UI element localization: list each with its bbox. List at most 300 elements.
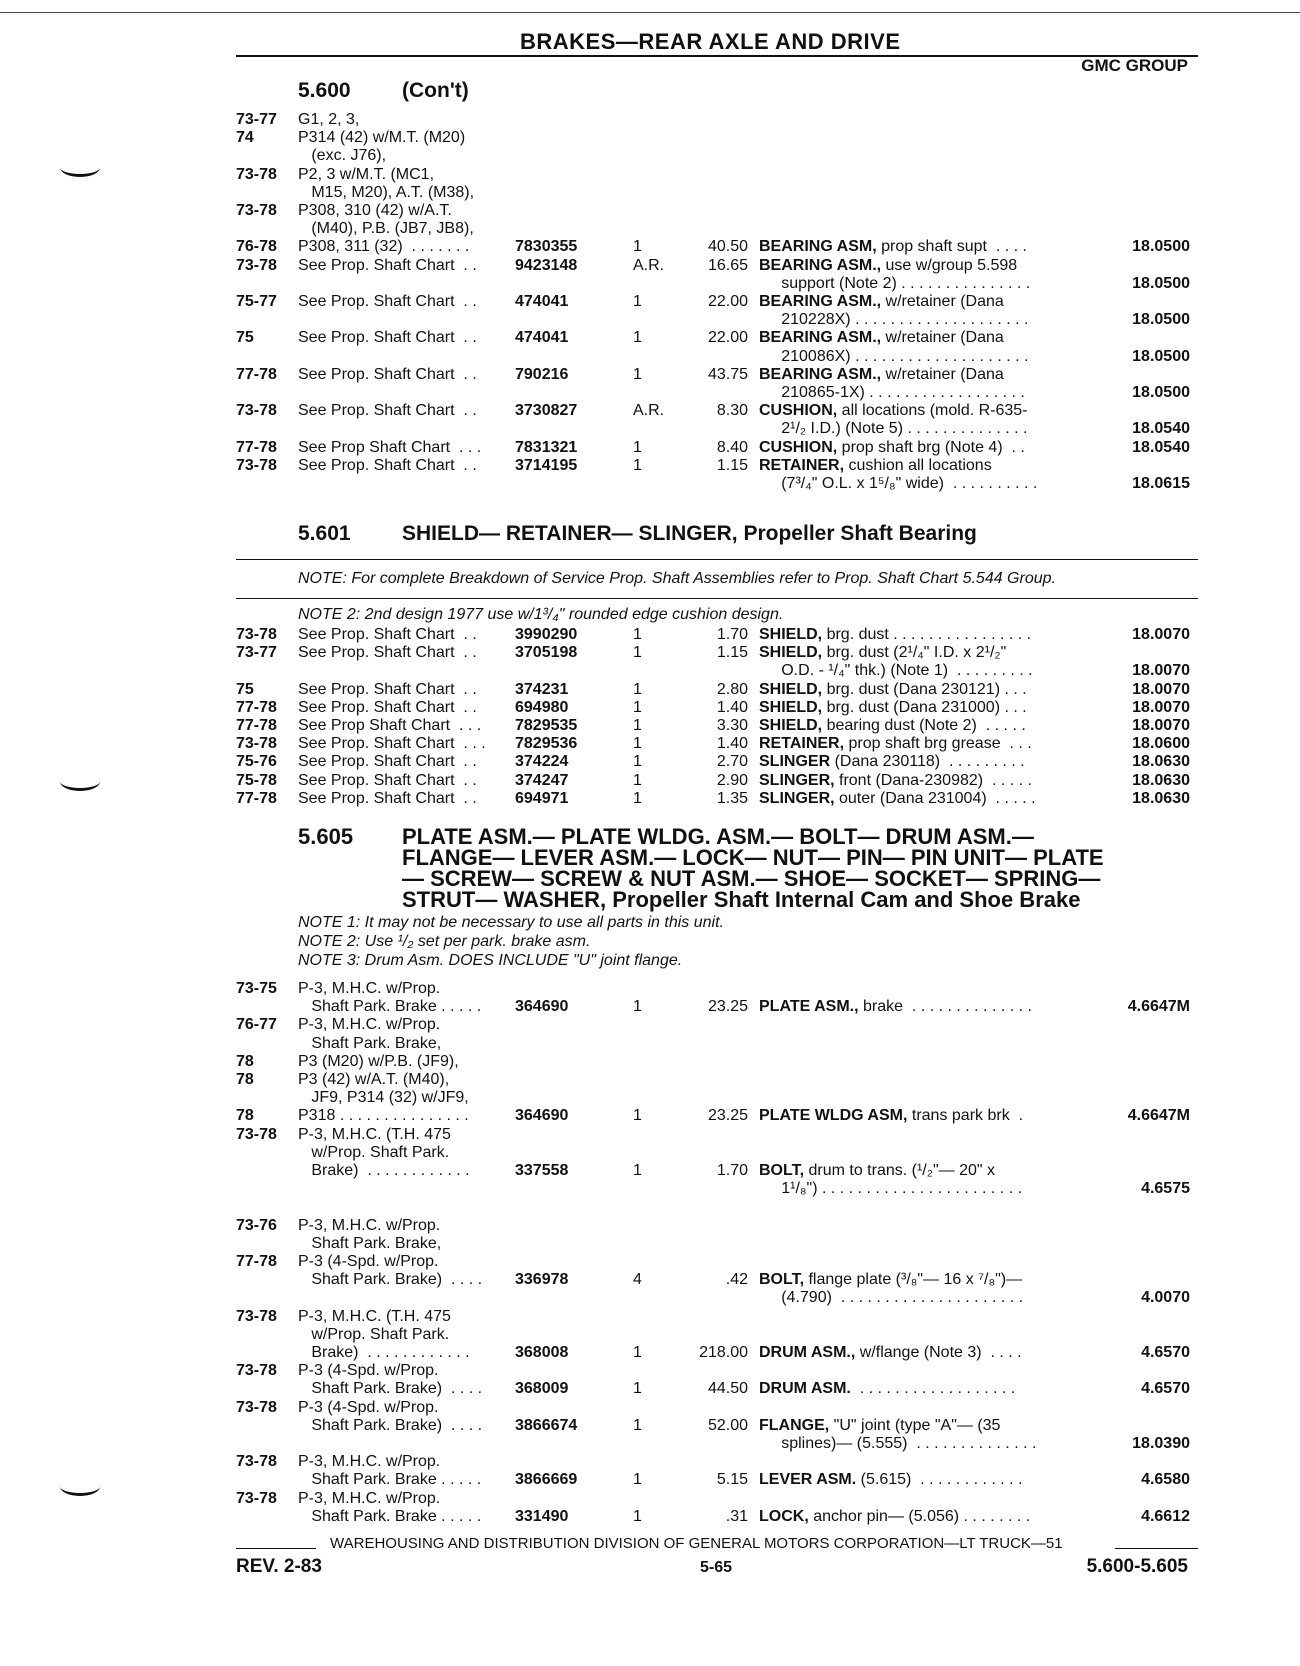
part-row — [0, 699, 1300, 718]
part-row — [0, 1107, 1300, 1126]
part-number: 694971 — [515, 789, 569, 807]
part-description — [759, 1289, 1023, 1307]
part-row — [0, 1217, 1300, 1236]
part-detail: prop shaft brg grease . . . — [844, 735, 1032, 753]
part-name: RETAINER, — [759, 456, 845, 474]
application: See Prop. Shaft Chart . . — [298, 456, 477, 474]
catalog-code: 18.0070 — [1132, 662, 1190, 680]
model-years: 74 — [236, 129, 254, 147]
part-number: 3714195 — [515, 456, 578, 474]
application: P3 (M20) w/P.B. (JF9), — [298, 1052, 459, 1070]
part-number: 3866674 — [515, 1416, 578, 1434]
part-detail: O.D. - ¹/₄" thk.) (Note 1) . . . . . . . . . — [759, 662, 1033, 680]
part-detail: (Dana 230118) . . . . . . . . . — [830, 753, 1025, 771]
model-years: 76-78 — [236, 238, 277, 256]
part-detail: w/retainer (Dana — [881, 329, 1004, 347]
part-row — [0, 1053, 1300, 1072]
application: See Prop. Shaft Chart . . . — [298, 735, 486, 753]
part-row — [0, 184, 1300, 203]
part-description — [759, 311, 1028, 329]
part-row — [0, 1344, 1300, 1363]
part-row — [0, 475, 1300, 494]
section-rule — [236, 598, 1198, 599]
application: Shaft Park. Brake) . . . . — [298, 1380, 483, 1398]
part-detail: 2¹/₂ I.D.) (Note 5) . . . . . . . . . . . . . . — [759, 420, 1028, 438]
application: P308, 311 (32) . . . . . . . — [298, 238, 470, 256]
application: P-3 (4-Spd. w/Prop. — [298, 1398, 439, 1416]
part-row — [0, 420, 1300, 439]
part-row — [0, 202, 1300, 221]
part-row — [0, 329, 1300, 348]
part-detail: (4.790) . . . . . . . . . . . . . . . . . . . . . — [759, 1289, 1024, 1307]
part-description — [759, 439, 1025, 457]
model-years: 73-78 — [236, 1398, 277, 1416]
application: See Prop. Shaft Chart . . — [298, 680, 477, 698]
part-row — [0, 1308, 1300, 1327]
part-name: SLINGER, — [759, 771, 835, 789]
section-heading — [298, 79, 469, 103]
model-years: 73-78 — [236, 1362, 277, 1380]
catalog-code: 4.6580 — [1141, 1471, 1190, 1489]
part-description — [759, 1344, 1022, 1362]
part-row — [0, 753, 1300, 772]
model-years: 77-78 — [236, 717, 277, 734]
application: Shaft Park. Brake . . . . . — [298, 998, 482, 1016]
part-description — [759, 384, 1025, 402]
part-row — [0, 1326, 1300, 1345]
part-row — [0, 772, 1300, 791]
quantity: A.R. — [633, 402, 665, 420]
part-number: 9423148 — [515, 256, 578, 274]
part-detail: prop shaft supt . . . . — [876, 238, 1027, 256]
part-row — [0, 1089, 1300, 1108]
part-description — [759, 275, 1030, 293]
model-years: 73-78 — [236, 1489, 277, 1507]
part-detail: outer (Dana 231004) . . . . . — [834, 789, 1036, 807]
part-row — [0, 998, 1300, 1017]
part-detail: cushion all locations — [844, 456, 992, 474]
part-row — [0, 457, 1300, 476]
footer-rule — [236, 1548, 316, 1549]
part-row — [0, 402, 1300, 421]
catalog-code: 18.0630 — [1132, 789, 1190, 807]
price: 5.15 — [716, 1471, 748, 1489]
part-row — [0, 681, 1300, 700]
application: (M40), P.B. (JB7, JB8), — [298, 220, 474, 238]
model-years: 77-78 — [236, 438, 277, 456]
part-number: 374231 — [515, 680, 569, 698]
part-detail: 210228X) . . . . . . . . . . . . . . . . . . . . — [759, 311, 1029, 329]
part-name: SLINGER — [759, 753, 831, 771]
quantity: 1 — [633, 1507, 642, 1525]
quantity: 1 — [633, 626, 642, 643]
part-detail: brake . . . . . . . . . . . . . . — [858, 998, 1032, 1016]
section-number: 5.600 — [298, 79, 351, 102]
catalog-code: 4.6612 — [1141, 1507, 1190, 1525]
catalog-code: 4.6647M — [1127, 998, 1190, 1016]
part-number: 3705198 — [515, 644, 578, 662]
part-row — [0, 1435, 1300, 1454]
price: .42 — [725, 1271, 748, 1289]
application: w/Prop. Shaft Park. — [298, 1325, 450, 1343]
part-number: 474041 — [515, 329, 569, 347]
model-years: 75-76 — [236, 753, 277, 771]
part-detail: drum to trans. (¹/₂"— 20" x — [804, 1162, 995, 1179]
part-description — [759, 1508, 1030, 1526]
application: P-3, M.H.C. w/Prop. — [298, 1453, 441, 1471]
price: 1.70 — [716, 626, 748, 643]
price: 16.65 — [707, 256, 748, 274]
part-description — [759, 717, 1026, 735]
part-number: 7831321 — [515, 438, 578, 456]
part-row — [0, 790, 1300, 809]
note: NOTE 2: Use ¹/₂ set per park. brake asm. — [298, 933, 591, 950]
part-name: DRUM ASM., — [759, 1344, 856, 1361]
price: 2.90 — [716, 771, 748, 789]
part-description — [759, 699, 1027, 717]
part-row — [0, 1471, 1300, 1490]
part-description — [759, 457, 992, 475]
model-years: 73-78 — [236, 1125, 277, 1143]
quantity: 1 — [633, 644, 642, 662]
price: 22.00 — [707, 293, 748, 310]
part-number: 7830355 — [515, 238, 578, 256]
part-row — [0, 1180, 1300, 1199]
price: 218.00 — [699, 1344, 748, 1361]
part-description — [759, 366, 1004, 384]
model-years: 73-77 — [236, 644, 277, 662]
part-detail: (7³/₄" O.L. x 1⁵/₈" wide) . . . . . . . . . . — [759, 475, 1038, 492]
part-description — [759, 293, 1004, 311]
catalog-code: 4.6575 — [1141, 1180, 1190, 1198]
page-title: BRAKES—REAR AXLE AND DRIVE — [520, 29, 901, 54]
note: NOTE: For complete Breakdown of Service Prop. Shaft Assemblies refer to Prop. Shaft Chart 5.544 Group. — [298, 570, 1056, 587]
group-label: GMC GROUP — [1081, 56, 1188, 75]
quantity: 1 — [633, 771, 642, 789]
section-rule — [236, 559, 1198, 560]
application: P-3, M.H.C. w/Prop. — [298, 1016, 441, 1034]
part-row — [0, 1235, 1300, 1254]
part-row — [0, 1126, 1300, 1145]
part-description — [759, 238, 1027, 256]
part-description — [759, 1271, 1022, 1289]
part-name: DRUM ASM. — [759, 1380, 851, 1398]
part-number: 3730827 — [515, 402, 578, 420]
part-row — [0, 220, 1300, 239]
price: 40.50 — [707, 238, 748, 256]
catalog-code: 4.6647M — [1127, 1107, 1190, 1125]
catalog-code: 4.6570 — [1141, 1380, 1190, 1398]
note: NOTE 1: It may not be necessary to use all parts in this unit. — [298, 914, 724, 931]
part-row — [0, 1253, 1300, 1272]
model-years: 73-77 — [236, 111, 277, 128]
quantity: 1 — [633, 1344, 642, 1361]
model-years: 75 — [236, 329, 254, 347]
catalog-code: 18.0390 — [1132, 1435, 1190, 1452]
part-row — [0, 626, 1300, 645]
part-detail: splines)— (5.555) . . . . . . . . . . . . . . — [759, 1435, 1037, 1452]
part-description — [759, 1107, 1023, 1125]
part-number: 3866669 — [515, 1471, 578, 1489]
model-years: 75-78 — [236, 771, 277, 789]
part-number: 7829535 — [515, 717, 578, 734]
application: P-3, M.H.C. (T.H. 475 — [298, 1307, 451, 1325]
footer-line: WAREHOUSING AND DISTRIBUTION DIVISION OF GENERAL MOTORS CORPORATION—LT TRUCK—51 — [330, 1535, 1063, 1552]
price: 43.75 — [707, 365, 748, 383]
quantity: 1 — [633, 698, 642, 716]
page-range: 5.600-5.605 — [1086, 1556, 1188, 1577]
application: Brake) . . . . . . . . . . . . — [298, 1344, 470, 1361]
part-detail: w/flange (Note 3) . . . . — [855, 1344, 1022, 1361]
quantity: 1 — [633, 329, 642, 347]
title-rule — [236, 55, 1198, 57]
model-years: 75 — [236, 680, 254, 698]
application: Shaft Park. Brake, — [298, 1034, 442, 1052]
application: See Prop. Shaft Chart . . — [298, 365, 477, 383]
quantity: 4 — [633, 1271, 642, 1289]
price: 22.00 — [707, 329, 748, 347]
note: NOTE 3: Drum Asm. DOES INCLUDE "U" joint flange. — [298, 952, 683, 969]
part-detail: flange plate (³/₈"— 16 x ⁷/₈")— — [804, 1271, 1023, 1289]
part-name: BEARING ASM, — [759, 238, 877, 256]
part-row — [0, 311, 1300, 330]
part-description — [759, 257, 1017, 275]
catalog-code: 4.0070 — [1141, 1289, 1190, 1307]
application: Shaft Park. Brake . . . . . — [298, 1507, 482, 1525]
catalog-code: 18.0500 — [1132, 274, 1190, 292]
application: See Prop. Shaft Chart . . — [298, 753, 477, 771]
part-number: 3990290 — [515, 626, 578, 643]
part-row — [0, 662, 1300, 681]
note: NOTE 2: 2nd design 1977 use w/1³/₄" rounded edge cushion design. — [298, 606, 784, 623]
quantity: 1 — [633, 735, 642, 753]
model-years: 73-78 — [236, 456, 277, 474]
part-row — [0, 1508, 1300, 1527]
quantity: 1 — [633, 789, 642, 807]
catalog-code: 18.0070 — [1132, 626, 1190, 643]
quantity: 1 — [633, 680, 642, 698]
application: P-3, M.H.C. w/Prop. — [298, 1489, 441, 1507]
part-name: PLATE WLDG ASM, — [759, 1107, 908, 1125]
model-years: 77-78 — [236, 365, 277, 383]
part-row — [0, 293, 1300, 312]
part-detail: support (Note 2) . . . . . . . . . . . . . . . — [759, 274, 1031, 292]
application: P-3 (4-Spd. w/Prop. — [298, 1362, 439, 1380]
catalog-code: 4.6570 — [1141, 1344, 1190, 1361]
part-detail: . . . . . . . . . . . . . . . . . . — [850, 1380, 1016, 1398]
quantity: 1 — [633, 438, 642, 456]
part-number: 474041 — [515, 293, 569, 310]
model-years: 73-78 — [236, 1307, 277, 1325]
application: Shaft Park. Brake, — [298, 1234, 442, 1252]
part-name: CUSHION, — [759, 438, 838, 456]
part-name: RETAINER, — [759, 735, 845, 753]
model-years: 73-76 — [236, 1216, 277, 1234]
part-number: 374224 — [515, 753, 569, 771]
quantity: 1 — [633, 753, 642, 771]
part-detail: trans park brk . — [907, 1107, 1024, 1125]
part-number: 364690 — [515, 998, 569, 1016]
catalog-code: 18.0070 — [1132, 717, 1190, 734]
part-row — [0, 1016, 1300, 1035]
part-row — [0, 1271, 1300, 1290]
part-detail: 210865-1X) . . . . . . . . . . . . . . . . . . — [759, 384, 1025, 401]
part-row — [0, 1490, 1300, 1509]
application: See Prop. Shaft Chart . . — [298, 626, 477, 643]
catalog-code: 18.0630 — [1132, 753, 1190, 771]
catalog-code: 18.0500 — [1132, 311, 1190, 329]
part-name: LOCK, — [759, 1507, 809, 1525]
part-name: BEARING ASM., — [759, 256, 882, 274]
model-years: 73-78 — [236, 165, 277, 183]
catalog-code: 18.0500 — [1132, 238, 1190, 256]
section-title: SHIELD— RETAINER— SLINGER, Propeller Shaft Bearing — [402, 522, 977, 545]
part-name: BEARING ASM., — [759, 365, 882, 383]
quantity: 1 — [633, 238, 642, 256]
application: See Prop. Shaft Chart . . — [298, 644, 477, 662]
price: 1.15 — [716, 456, 748, 474]
application: See Prop. Shaft Chart . . — [298, 256, 477, 274]
model-years: 73-78 — [236, 402, 277, 420]
part-row — [0, 1162, 1300, 1181]
part-name: SHIELD, — [759, 644, 823, 662]
catalog-code: 18.0500 — [1132, 347, 1190, 365]
part-description — [759, 329, 1004, 347]
model-years: 73-78 — [236, 1453, 277, 1471]
part-name: SHIELD, — [759, 698, 823, 716]
application: See Prop. Shaft Chart . . — [298, 771, 477, 789]
application: See Prop. Shaft Chart . . — [298, 329, 477, 347]
part-description — [759, 1380, 1015, 1398]
model-years: 77-78 — [236, 789, 277, 807]
price: 1.15 — [716, 644, 748, 662]
part-description — [759, 1162, 995, 1180]
part-detail: brg. dust (Dana 230121) . . . — [822, 680, 1027, 698]
part-name: SHIELD, — [759, 680, 823, 698]
part-number: 368009 — [515, 1380, 569, 1398]
quantity: 1 — [633, 1471, 642, 1489]
price: 3.30 — [716, 717, 748, 734]
model-years: 77-78 — [236, 698, 277, 716]
part-detail: 1¹/₈") . . . . . . . . . . . . . . . . . . . . . . . — [759, 1180, 1023, 1198]
quantity: 1 — [633, 717, 642, 734]
application: P-3 (4-Spd. w/Prop. — [298, 1253, 439, 1270]
catalog-code: 18.0540 — [1132, 420, 1190, 438]
application: P3 (42) w/A.T. (M40), — [298, 1071, 450, 1088]
part-description — [759, 1471, 1022, 1489]
part-detail: all locations (mold. R-635- — [837, 402, 1028, 420]
part-row — [0, 147, 1300, 166]
part-row — [0, 644, 1300, 663]
application: P308, 310 (42) w/A.T. — [298, 202, 452, 219]
quantity: 1 — [633, 456, 642, 474]
model-years: 77-78 — [236, 1253, 277, 1270]
application: P-3, M.H.C. (T.H. 475 — [298, 1125, 451, 1143]
part-number: 694980 — [515, 698, 569, 716]
part-detail: anchor pin— (5.056) . . . . . . . . — [808, 1507, 1031, 1525]
part-description — [759, 1417, 1000, 1435]
application: Shaft Park. Brake . . . . . — [298, 1471, 482, 1489]
top-border — [0, 12, 1300, 13]
part-name: SLINGER, — [759, 789, 835, 807]
section-title: (Con't) — [402, 79, 469, 102]
part-description — [759, 348, 1028, 366]
application: JF9, P314 (32) w/JF9, — [298, 1089, 469, 1107]
quantity: 1 — [633, 293, 642, 310]
part-description — [759, 998, 1032, 1016]
part-number: 374247 — [515, 771, 569, 789]
application: P314 (42) w/M.T. (M20) — [298, 129, 466, 147]
catalog-code: 18.0070 — [1132, 680, 1190, 698]
application: Shaft Park. Brake) . . . . — [298, 1271, 483, 1289]
part-description — [759, 790, 1036, 808]
model-years: 75-77 — [236, 293, 277, 310]
price: 2.80 — [716, 680, 748, 698]
application: See Prop Shaft Chart . . . — [298, 717, 482, 734]
quantity: 1 — [633, 365, 642, 383]
part-description — [759, 681, 1027, 699]
model-years: 73-78 — [236, 202, 277, 219]
price: 2.70 — [716, 753, 748, 771]
application: P2, 3 w/M.T. (MC1, — [298, 165, 435, 183]
catalog-code: 18.0070 — [1132, 698, 1190, 716]
price: 1.70 — [716, 1162, 748, 1179]
part-number: 337558 — [515, 1162, 569, 1179]
catalog-code: 18.0630 — [1132, 771, 1190, 789]
part-description — [759, 735, 1032, 753]
price: 23.25 — [707, 1107, 748, 1125]
model-years: 76-77 — [236, 1016, 277, 1034]
application: Brake) . . . . . . . . . . . . — [298, 1162, 470, 1179]
quantity: 1 — [633, 998, 642, 1016]
part-number: 364690 — [515, 1107, 569, 1125]
price: 1.35 — [716, 789, 748, 807]
part-row — [0, 166, 1300, 185]
part-description — [759, 662, 1033, 680]
part-row — [0, 366, 1300, 385]
part-row — [0, 1144, 1300, 1163]
part-name: LEVER ASM. — [759, 1471, 857, 1489]
part-row — [0, 717, 1300, 736]
part-detail: prop shaft brg (Note 4) . . — [837, 438, 1025, 456]
price: .31 — [725, 1507, 748, 1525]
application: G1, 2, 3, — [298, 111, 360, 128]
section-title: PLATE ASM.— PLATE WLDG. ASM.— BOLT— DRUM ASM.— FLANGE— LEVER ASM.— LOCK— NUT— PIN— PIN UNIT— PLATE— SCREW— SCREW & NUT ASM.— SHOE— SOCKET— SPRING— STRUT— WASHER, Propeller Shaft Internal Cam and Shoe Brake — [402, 824, 1104, 912]
part-name: FLANGE, — [759, 1416, 830, 1434]
part-detail: "U" joint (type "A"— (35 — [829, 1416, 1001, 1434]
part-row — [0, 129, 1300, 148]
part-detail: w/retainer (Dana — [881, 293, 1004, 310]
part-detail: use w/group 5.598 — [881, 256, 1018, 274]
section-number: 5.601 — [298, 522, 351, 545]
part-detail: 210086X) . . . . . . . . . . . . . . . . . . . . — [759, 347, 1029, 365]
part-name: BEARING ASM., — [759, 329, 882, 347]
quantity: 1 — [633, 1416, 642, 1434]
part-row — [0, 384, 1300, 403]
application: See Prop. Shaft Chart . . — [298, 698, 477, 716]
part-row — [0, 1362, 1300, 1381]
application: P-3, M.H.C. w/Prop. — [298, 1216, 441, 1234]
part-number: 368008 — [515, 1344, 569, 1361]
model-years: 78 — [236, 1107, 254, 1125]
application: See Prop. Shaft Chart . . — [298, 402, 477, 420]
part-row — [0, 257, 1300, 276]
part-row — [0, 1035, 1300, 1054]
part-name: BOLT, — [759, 1162, 805, 1179]
part-row — [0, 348, 1300, 367]
application: Shaft Park. Brake) . . . . — [298, 1416, 483, 1434]
part-description — [759, 626, 1031, 644]
